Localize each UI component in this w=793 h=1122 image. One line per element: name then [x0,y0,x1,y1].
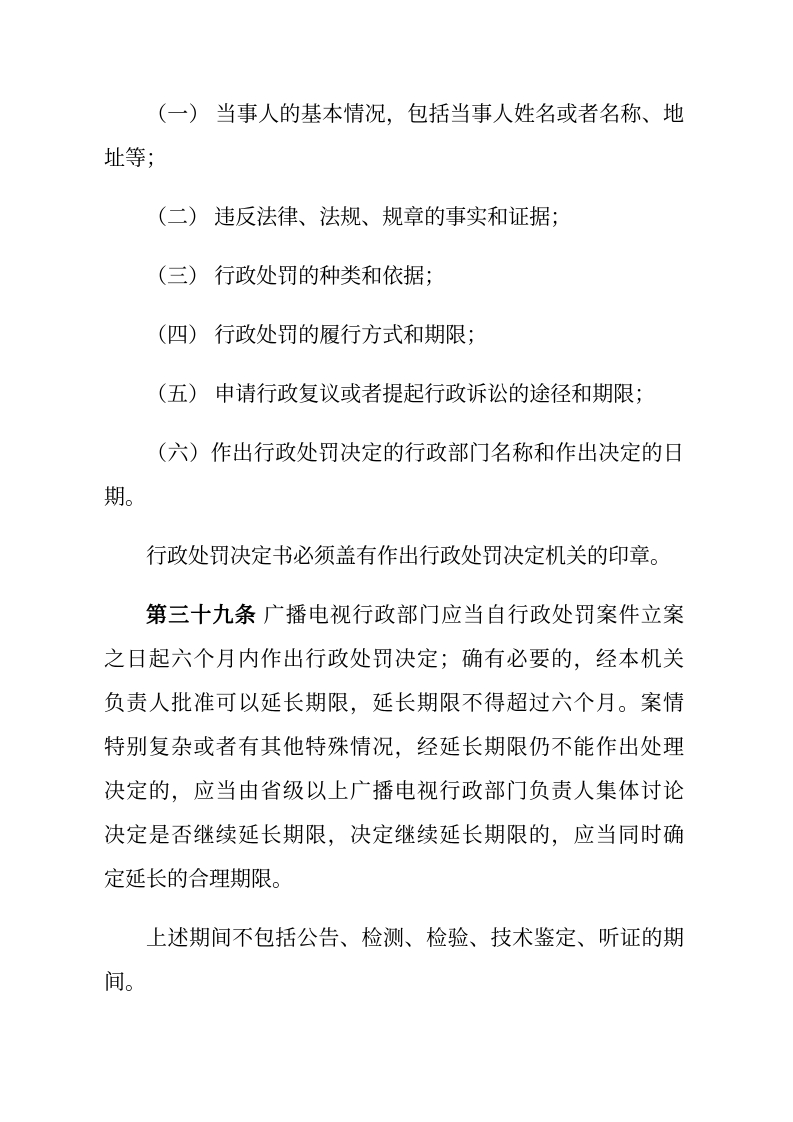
text-line: （三） 行政处罚的种类和依据； [146,264,446,288]
clause-item-5 [104,372,684,416]
text-line: 址等； [104,146,167,170]
clause-item-6 [104,431,684,519]
text-line: （一） 当事人的基本情况，包括当事人姓名或者名称、地 [146,102,684,126]
text-line: 决定是否继续延长期限，决定继续延长期限的，应当同时确 [104,823,684,847]
text-line: （二） 违反法律、法规、规章的事实和证据； [146,205,572,229]
clause-item-2 [104,195,684,239]
text-line: （五） 申请行政复议或者提起行政诉讼的途径和期限； [146,382,656,406]
text-line: 定延长的合理期限。 [104,867,293,891]
text-line: 特别复杂或者有其他特殊情况，经延长期限仍不能作出处理 [104,735,684,759]
text-line: 之日起六个月内作出行政处罚决定；确有必要的，经本机关 [104,647,684,671]
seal-requirement-paragraph [104,534,684,578]
article-text: 广播电视行政部门应当自行政处罚案件立案 [257,603,685,627]
article-39-paragraph [104,593,684,901]
text-line [104,593,684,637]
clause-item-3 [104,254,684,298]
text-line: （六）作出行政处罚决定的行政部门名称和作出决定的日 [146,441,684,465]
excluded-periods-paragraph [104,916,684,1004]
text-line: 期。 [104,485,146,509]
clause-item-4 [104,313,684,357]
article-number: 第三十九条 [146,603,257,627]
text-line: （四） 行政处罚的履行方式和期限； [146,323,488,347]
clause-item-1 [104,92,684,180]
text-line: 决定的，应当由省级以上广播电视行政部门负责人集体讨论 [104,779,684,803]
text-line: 负责人批准可以延长期限，延长期限不得超过六个月。案情 [104,691,684,715]
text-line: 上述期间不包括公告、检测、检验、技术鉴定、听证的期 [146,926,684,950]
text-line: 间。 [104,970,146,994]
text-line: 行政处罚决定书必须盖有作出行政处罚决定机关的印章。 [146,544,671,568]
